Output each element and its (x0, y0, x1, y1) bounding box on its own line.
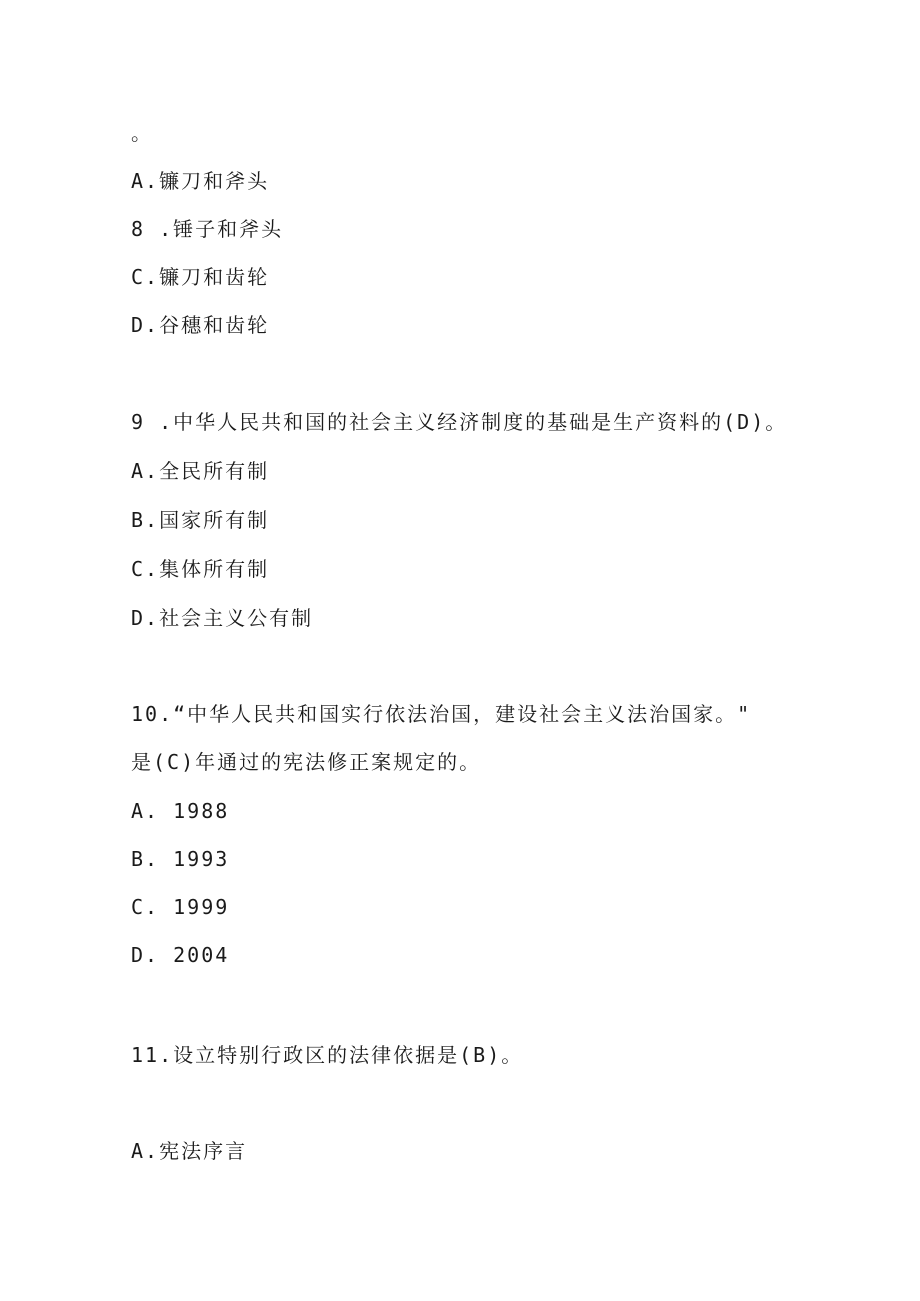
option-c: C. 1999 (131, 895, 230, 919)
question-stem: 9 .中华人民共和国的社会主义经济制度的基础是生产资料的(D)。 (131, 410, 788, 434)
question-stem-line-2: 是(C)年通过的宪法修正案规定的。 (131, 750, 482, 774)
option-d: D.谷穗和齿轮 (131, 313, 270, 337)
option-c: C.镰刀和齿轮 (131, 265, 270, 289)
option-b: B. 1993 (131, 847, 230, 871)
option-d: D.社会主义公有制 (131, 606, 314, 630)
option-a: A.镰刀和斧头 (131, 169, 270, 193)
option-c: C.集体所有制 (131, 557, 270, 581)
option-a: A.全民所有制 (131, 459, 270, 483)
option-b: 8 .锤子和斧头 (131, 217, 284, 241)
question-stem-line-1: 10.“中华人民共和国实行依法治国，建设社会主义法治国家。" (131, 702, 752, 726)
option-a: A.宪法序言 (131, 1139, 248, 1163)
question-stem: 11.设立特别行政区的法律依据是(B)。 (131, 1043, 524, 1067)
option-b: B.国家所有制 (131, 508, 270, 532)
option-d: D. 2004 (131, 943, 230, 967)
previous-question-tail: 。 (131, 121, 153, 145)
option-a: A. 1988 (131, 799, 230, 823)
